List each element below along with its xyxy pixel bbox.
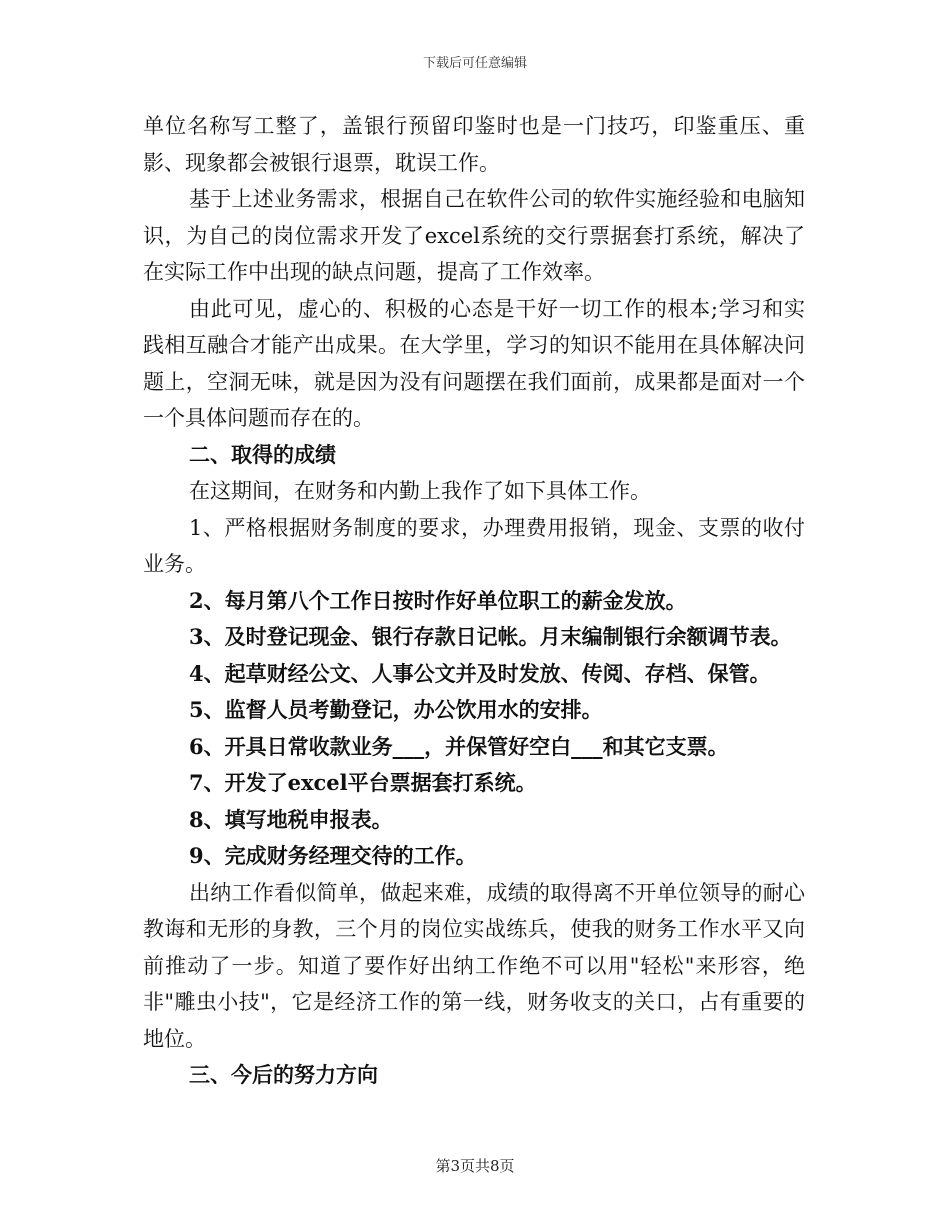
list-item-2: 2、每月第八个工作日按时作好单位职工的薪金发放。 — [189, 587, 687, 613]
paragraph-3: 由此可见，虚心的、积极的心态是干好一切工作的根本;学习和实践相互融合才能产出成果。在大学里，学习的知识不能用在具体解决问题上，空洞无味，就是因为没有问题摆在我们面前，成果都是面对一个一个具体问题而存在的。 — [143, 296, 805, 430]
list-item-9: 9、完成财务经理交待的工作。 — [189, 843, 477, 868]
list-item-7: 7、开发了excel平台票据套打系统。 — [189, 770, 537, 795]
list-item-6: 6、开具日常收款业务___，并保管好空白___和其它支票。 — [189, 733, 729, 759]
list-item-1: 1、严格根据财务制度的要求，办理费用报销，现金、支票的收付业务。 — [143, 515, 805, 576]
page-footer: 第3页共8页 — [435, 1157, 515, 1175]
paragraph-summary: 出纳工作看似简单，做起来难，成绩的取得离不开单位领导的耐心教诲和无形的身教，三个月的岗位实战练兵，使我的财务工作水平又向前推动了一步。知道了要作好出纳工作绝不可以用"轻松"来形容，绝非"雕虫小技"，它是经济工作的第一线，财务收支的关口，占有重要的地位。 — [143, 880, 805, 1051]
document-body — [143, 108, 805, 1094]
list-item-5: 5、监督人员考勤登记，办公饮用水的安排。 — [189, 697, 603, 722]
page-header: 下载后可任意编辑 — [422, 56, 527, 71]
list-item-8: 8、填写地税申报表。 — [189, 806, 393, 832]
paragraph-intro-work: 在这期间，在财务和内勤上我作了如下具体工作。 — [189, 479, 651, 503]
section-heading-future: 三、今后的努力方向 — [189, 1062, 378, 1087]
paragraph-1: 单位名称写工整了，盖银行预留印鉴时也是一门技巧，印鉴重压、重影、现象都会被银行退票，耽误工作。 — [143, 114, 805, 175]
list-item-4: 4、起草财经公文、人事公文并及时发放、传阅、存档、保管。 — [189, 660, 771, 686]
list-item-3: 3、及时登记现金、银行存款日记帐。月末编制银行余额调节表。 — [189, 624, 792, 649]
section-heading-achievements: 二、取得的成绩 — [189, 441, 336, 467]
paragraph-2: 基于上述业务需求，根据自己在软件公司的软件实施经验和电脑知识，为自己的岗位需求开发了excel系统的交行票据套打系统，解决了在实际工作中出现的缺点问题，提高了工作效率。 — [143, 187, 805, 284]
